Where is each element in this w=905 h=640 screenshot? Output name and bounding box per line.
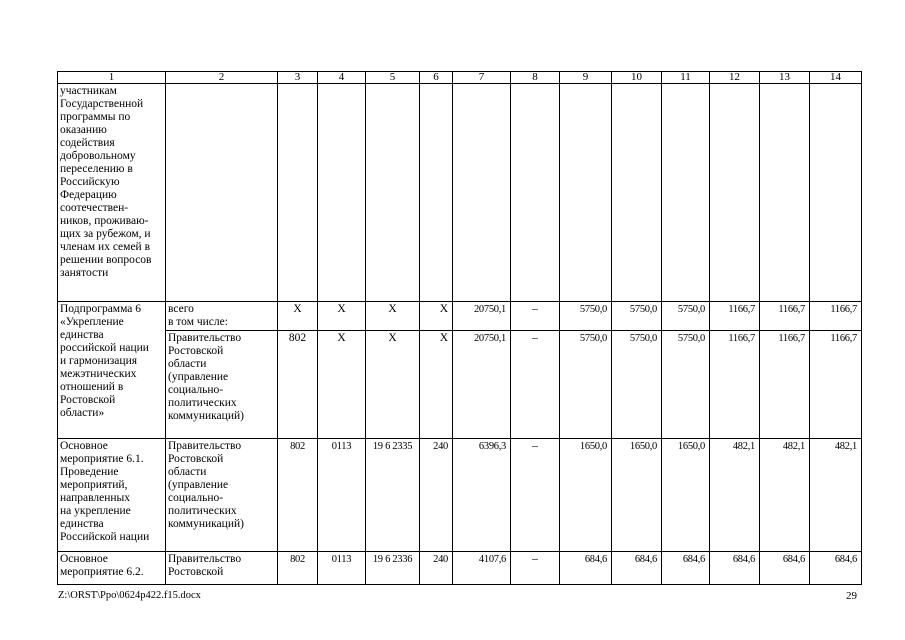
- table-cell: Х: [318, 331, 366, 439]
- table-cell: 1650,0: [612, 439, 662, 552]
- table-cell: –: [511, 302, 560, 331]
- table-cell: Правительство Ростовской области (управление социально- политических коммуникаций): [166, 331, 278, 439]
- table-cell: Х: [366, 331, 420, 439]
- table-cell: [453, 84, 511, 302]
- table-cell: Х: [318, 302, 366, 331]
- table-cell: 802: [278, 439, 318, 552]
- table-cell: 684,6: [760, 552, 810, 585]
- table-cell: Подпрограмма 6 «Укрепление единства российской нации и гармонизация межэтнических отношений в Ростовской области»: [58, 302, 166, 439]
- table-cell: Основное мероприятие 6.1. Проведение мероприятий, направленных на укрепление единства Российской нации: [58, 439, 166, 552]
- table-cell: 0113: [318, 552, 366, 585]
- table-cell: [318, 84, 366, 302]
- table-cell: [420, 84, 453, 302]
- header-cell: 6: [420, 72, 453, 84]
- table-cell: 684,6: [560, 552, 612, 585]
- table-row: [58, 84, 862, 302]
- table-cell: 240: [420, 552, 453, 585]
- table-cell: [560, 84, 612, 302]
- table-cell: [810, 84, 862, 302]
- header-cell: 13: [760, 72, 810, 84]
- table-row: [58, 331, 862, 439]
- header-cell: 1: [58, 72, 166, 84]
- header-cell: 7: [453, 72, 511, 84]
- header-cell: 3: [278, 72, 318, 84]
- table-cell: [366, 84, 420, 302]
- table-cell: 1650,0: [560, 439, 612, 552]
- header-cell: 12: [710, 72, 760, 84]
- table-cell: –: [511, 331, 560, 439]
- header-cell: 10: [612, 72, 662, 84]
- table-row: [58, 439, 862, 552]
- table-cell: 0113: [318, 439, 366, 552]
- table-cell: 19 6 2335: [366, 439, 420, 552]
- table-row: [58, 552, 862, 585]
- table-cell: 684,6: [810, 552, 862, 585]
- table-cell: 1166,7: [810, 302, 862, 331]
- table-cell: 20750,1: [453, 302, 511, 331]
- table-cell: 1166,7: [710, 331, 760, 439]
- table-cell: 5750,0: [662, 331, 710, 439]
- table-cell: [166, 84, 278, 302]
- table-cell: 802: [278, 552, 318, 585]
- table-cell: Х: [420, 302, 453, 331]
- table-cell: Правительство Ростовской: [166, 552, 278, 585]
- document-table: [57, 71, 862, 585]
- table-cell: 482,1: [760, 439, 810, 552]
- table-cell: 19 6 2336: [366, 552, 420, 585]
- table-cell: [278, 84, 318, 302]
- table-cell: 5750,0: [662, 302, 710, 331]
- table-cell: 1166,7: [710, 302, 760, 331]
- header-cell: 2: [166, 72, 278, 84]
- table-cell: [662, 84, 710, 302]
- table-cell: всего в том числе:: [166, 302, 278, 331]
- header-cell: 5: [366, 72, 420, 84]
- table-cell: [760, 84, 810, 302]
- file-path-footer: Z:\ORST\Ppo\0624p422.f15.docx: [58, 590, 201, 601]
- header-cell: 4: [318, 72, 366, 84]
- table-cell: 1166,7: [760, 331, 810, 439]
- table-cell: [710, 84, 760, 302]
- header-cell: 14: [810, 72, 862, 84]
- table-cell: Правительство Ростовской области (управление социально- политических коммуникаций): [166, 439, 278, 552]
- table-cell: 240: [420, 439, 453, 552]
- table-cell: Основное мероприятие 6.2.: [58, 552, 166, 585]
- table-cell: 1166,7: [810, 331, 862, 439]
- table-cell: 684,6: [710, 552, 760, 585]
- table-cell: 6396,3: [453, 439, 511, 552]
- table-cell: 1166,7: [760, 302, 810, 331]
- table-cell: участникам Государственной программы по оказанию содействия добровольному переселению в Российскую Федерацию соотечествен- ников, проживаю- щих за рубежом, и членам их семей в решении вопросов занятости: [58, 84, 166, 302]
- header-row: [58, 72, 862, 84]
- table-cell: 4107,6: [453, 552, 511, 585]
- table-cell: 5750,0: [560, 302, 612, 331]
- table-cell: –: [511, 439, 560, 552]
- table-cell: [511, 84, 560, 302]
- table-cell: 20750,1: [453, 331, 511, 439]
- header-cell: 11: [662, 72, 710, 84]
- table-cell: –: [511, 552, 560, 585]
- table-cell: 1650,0: [662, 439, 710, 552]
- header-cell: 8: [511, 72, 560, 84]
- table-row: [58, 302, 862, 331]
- table-cell: 5750,0: [612, 302, 662, 331]
- header-cell: 9: [560, 72, 612, 84]
- table-cell: [612, 84, 662, 302]
- table-cell: 684,6: [662, 552, 710, 585]
- page-number: 29: [846, 590, 857, 602]
- table-cell: 482,1: [710, 439, 760, 552]
- table-cell: Х: [278, 302, 318, 331]
- table-cell: 5750,0: [612, 331, 662, 439]
- table-cell: 684,6: [612, 552, 662, 585]
- table-cell: 5750,0: [560, 331, 612, 439]
- table-cell: Х: [366, 302, 420, 331]
- table-cell: 802: [278, 331, 318, 439]
- table-cell: 482,1: [810, 439, 862, 552]
- table-cell: Х: [420, 331, 453, 439]
